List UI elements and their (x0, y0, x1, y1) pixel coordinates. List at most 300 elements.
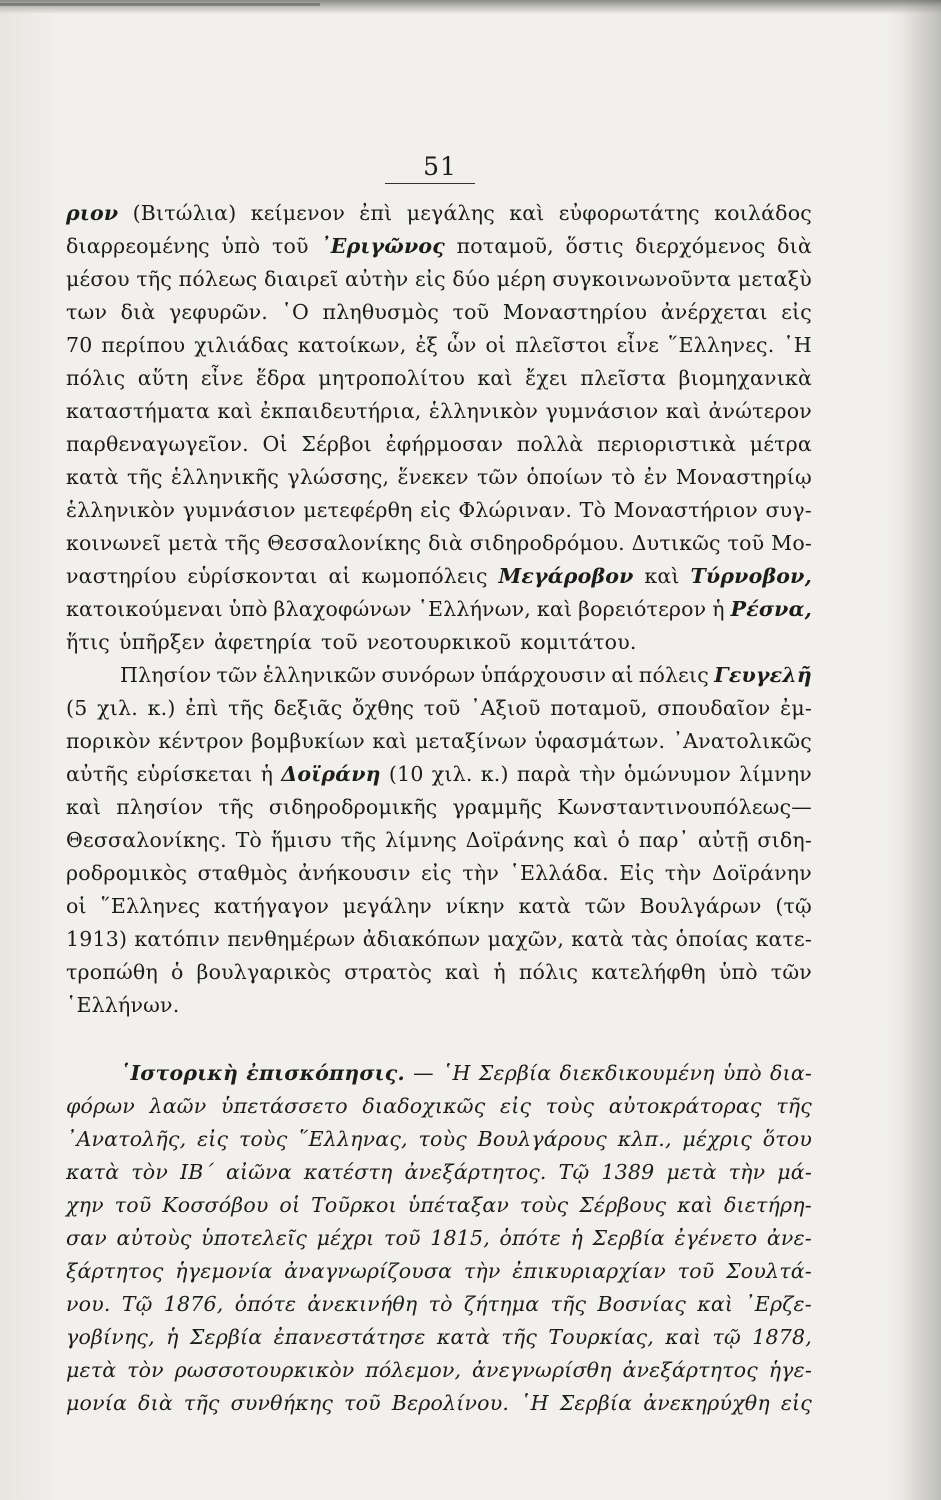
word: μέχρι (316, 1226, 375, 1250)
word: ᾿Αξιοῦ (470, 696, 541, 720)
word: μετὰ (167, 531, 218, 555)
word: χην (66, 1193, 104, 1217)
word: συγκοινωνοῦντα (552, 267, 732, 291)
word: κατε- (755, 927, 812, 951)
word: ῾Η (783, 333, 812, 357)
word: τοῦ (383, 1226, 421, 1250)
word: Γευγελῆ (714, 663, 812, 687)
word: πόλις (518, 960, 579, 984)
word: τὰς (631, 927, 669, 951)
word: ἀνεκηρύχθη (643, 1391, 770, 1415)
word: Κοσσόβου (162, 1193, 269, 1217)
word: κωμοπόλεις (361, 564, 488, 588)
word: οἱ (279, 1193, 301, 1217)
word: τοὺς (418, 1127, 467, 1151)
word: Σέρβους (579, 1193, 667, 1217)
word: αὐτοκράτορας (608, 1094, 762, 1118)
word: διετήρη- (724, 1193, 812, 1217)
word: διὰ (428, 531, 463, 555)
word: κομιτάτου. (520, 630, 637, 654)
word: Πλησίον (120, 663, 212, 687)
word: συνθήκης (230, 1391, 334, 1415)
word: τὸν (131, 1160, 168, 1184)
word: ὅστις (565, 234, 624, 258)
word: βορειότερον (578, 597, 707, 621)
word: ᾿Ανατολῆς, (66, 1127, 187, 1151)
text-line (66, 329, 812, 362)
word: κατοικούμεναι (66, 597, 223, 621)
word: ἥτις (66, 630, 110, 654)
text-line (66, 593, 812, 626)
text-line (66, 1387, 812, 1420)
word: ὑπὸ (722, 1061, 762, 1085)
word: Μεγάροβον (498, 564, 634, 588)
word: λίμνης (385, 828, 457, 852)
word: ἔχει (525, 366, 569, 390)
word: δεξιᾶς (273, 696, 343, 720)
word: ῞Ελληνες (100, 894, 201, 918)
word: τῆς (550, 1292, 587, 1316)
word: καὶ (477, 366, 513, 390)
word: ῾Η (442, 1061, 471, 1085)
word: καὶ (677, 1193, 714, 1217)
word: ῾Ελλήνων. (66, 993, 180, 1017)
word: καταστήματα (66, 399, 211, 423)
word: αὕτη (137, 366, 189, 390)
text-line (66, 527, 812, 560)
word: (Βιτώλια) (132, 201, 237, 225)
text-line (66, 758, 812, 791)
word: τῆς (183, 1391, 220, 1415)
paragraph (66, 1057, 812, 1420)
word: γραμμῆς (452, 795, 543, 819)
word: Εἰς (619, 861, 655, 885)
text-line (66, 626, 812, 659)
word: Βοσνίας (597, 1292, 687, 1316)
word: τῆς (776, 1094, 812, 1118)
word: ὁμώνυμον (623, 762, 732, 786)
word: τὴν (664, 861, 702, 885)
word: πενθημέρων (227, 927, 356, 951)
word: ὁ (617, 828, 630, 852)
word: Φλώριναν. (458, 498, 573, 522)
word: Τὸ (235, 828, 262, 852)
word: ἀνέρχεται (660, 300, 768, 324)
word: ἐπικυριαρχίαν (512, 1259, 666, 1283)
word: ἡγεμονία (175, 1259, 273, 1283)
word: εἰς (415, 267, 446, 291)
text-line (66, 1123, 812, 1156)
text-line (66, 197, 812, 230)
text-line (66, 1255, 812, 1288)
word: μονία (66, 1391, 128, 1415)
word: Θεσσαλονίκης. (66, 828, 227, 852)
word: βουλγαρικὸς (196, 960, 332, 984)
word: Ρέσνα, (730, 597, 812, 621)
word: τῷ (712, 1325, 741, 1349)
word: Μοναστηρίου (502, 300, 648, 324)
word: γλώσσης, (287, 465, 390, 489)
word: κατὰ (518, 894, 572, 918)
text-line (66, 890, 812, 923)
word: μαχῶν, (487, 927, 565, 951)
text-line (66, 461, 812, 494)
word: μεγάλης (406, 201, 495, 225)
word: γυμνάσιον (545, 399, 659, 423)
word: Σερβία (559, 1391, 633, 1415)
word: Σερβία (592, 1226, 665, 1250)
word: τῶν (216, 663, 258, 687)
word: εἰς (500, 1094, 532, 1118)
word: ζήτημα (463, 1292, 540, 1316)
word: ἡγε- (768, 1358, 812, 1382)
word: τὸ (428, 1292, 453, 1316)
word: (10 (388, 762, 424, 786)
word: κατὰ (571, 927, 624, 951)
word: τοὺς (519, 1193, 569, 1217)
word: καὶ (217, 399, 253, 423)
word: σταθμὸς (197, 861, 288, 885)
word: μέχρις (682, 1127, 752, 1151)
text-line (66, 1189, 812, 1222)
word: διαρρεομένης (66, 234, 210, 258)
word: ἡ (260, 762, 274, 786)
word: ἑλληνικῶν (262, 663, 377, 687)
word: καὶ (697, 1292, 734, 1316)
word: τοῦ (271, 234, 309, 258)
word: Θεσσαλονίκης (267, 531, 422, 555)
word: ἀναγνωρίζουσα (284, 1259, 453, 1283)
word: τῆς (340, 828, 377, 852)
word: ᾿Ερζε- (744, 1292, 812, 1316)
word: Δοϊράνης (465, 828, 565, 852)
text-line (66, 857, 812, 890)
word: μεταξὺ (737, 267, 812, 291)
word: πόλεως (178, 267, 258, 291)
word: περιοριστικὰ (597, 432, 737, 456)
word: Κωνσταντινουπόλεως— (557, 795, 812, 819)
page-gutter-shadow (901, 0, 941, 1500)
word: τῆς (224, 531, 261, 555)
word: 1913) (66, 927, 128, 951)
word: ναστηρίου (66, 564, 177, 588)
word: τῶν (584, 894, 626, 918)
word: κοιλάδος (714, 201, 812, 225)
word: φόρων (66, 1094, 135, 1118)
word: 1878, (752, 1325, 812, 1349)
word: ρωσσοτουρκικὸν (174, 1358, 355, 1382)
word: ὁπότε (234, 1292, 297, 1316)
word: τοῦ (423, 696, 461, 720)
word: ἑλληνικῆς (170, 465, 280, 489)
word: σιδηροδρομικῆς (268, 795, 438, 819)
word: μεταξίνων (415, 729, 527, 753)
word: ἐφήρμοσαν (385, 432, 504, 456)
word: ὄχθης (352, 696, 415, 720)
word: διὰ (120, 300, 156, 324)
page-number: 51 (423, 152, 457, 181)
word: ἀνεξάρτητος. (404, 1160, 547, 1184)
word: ποταμοῦ, (456, 234, 554, 258)
word: κοινωνεῖ (66, 531, 162, 555)
word: Βουλγάρους (477, 1127, 607, 1151)
word: ἐμ- (780, 696, 812, 720)
word: ἀνε- (766, 1226, 812, 1250)
word: ῞Ελληνες. (668, 333, 775, 357)
word: ἐπὶ (359, 201, 393, 225)
word: ροδρομικὸς (66, 861, 188, 885)
word: ἐπὶ (185, 696, 219, 720)
word: σιδηροδρόμου. (469, 531, 625, 555)
word: μετὰ (66, 1358, 117, 1382)
word: ἀνεγνωρίσθη (472, 1358, 612, 1382)
word: γοβίνης, (66, 1325, 155, 1349)
text-line (66, 1321, 812, 1354)
word: Βερολίνου. (391, 1391, 510, 1415)
word: εἶνε (200, 366, 244, 390)
word: κατήγαγον (213, 894, 330, 918)
word: ἕδρα (255, 366, 306, 390)
text-line (66, 1288, 812, 1321)
word: ὑφασμάτων. (534, 729, 666, 753)
word: 70 (66, 333, 93, 357)
word: ἀνεκινήθη (307, 1292, 418, 1316)
word: (τῷ (775, 894, 812, 918)
word: Μοναστηρίῳ (675, 465, 812, 489)
word: Σέρβοι (301, 432, 373, 456)
word: ὅτου (762, 1127, 812, 1151)
word: δύο (452, 267, 491, 291)
word: Δυτικῶς (631, 531, 721, 555)
word: κείμενον (250, 201, 345, 225)
word: τὸν (127, 1358, 164, 1382)
word: κλπ., (617, 1127, 672, 1151)
text-line (66, 956, 812, 989)
word: κατὰ (66, 465, 119, 489)
word: ὑπέταξαν (407, 1193, 510, 1217)
word: μά- (777, 1160, 812, 1184)
word: Βουλγάρων (639, 894, 762, 918)
word: χιλιάδας (194, 333, 289, 357)
word: διεκδικουμένη (559, 1061, 715, 1085)
word: κατοίκων, (297, 333, 407, 357)
word: τῆς (228, 696, 264, 720)
word: ἐγένετο (674, 1226, 758, 1250)
word: βιομηχανικὰ (678, 366, 812, 390)
word: καὶ (509, 201, 545, 225)
word: μεγάλην (342, 894, 432, 918)
word: Δοϊράνη (281, 762, 381, 786)
word: ὁποίας (675, 927, 749, 951)
text-line (66, 296, 812, 329)
word: ἑλληνικὸν (66, 498, 176, 522)
word: κέντρον (158, 729, 244, 753)
word: τοῦ (452, 300, 490, 324)
word: μέτρα (749, 432, 812, 456)
word: αἱ (611, 663, 634, 687)
word: τὴν (462, 861, 500, 885)
word: ὁ (170, 960, 184, 984)
word: συγ- (765, 498, 812, 522)
word: ἐπανεστάτησε (273, 1325, 426, 1349)
word: τὴν (463, 1259, 501, 1283)
word: τοὺς (238, 1127, 288, 1151)
word: κατὰ (66, 1160, 120, 1184)
word: κατὰ (436, 1325, 491, 1349)
text-line (66, 1156, 812, 1189)
word: ΙΒ´ (179, 1160, 214, 1184)
text-line (66, 791, 812, 824)
word: τῶν (770, 960, 812, 984)
word: ἀφετηρία (214, 630, 312, 654)
word: τὴν (579, 762, 616, 786)
word: ξάρτητος (66, 1259, 164, 1283)
word: εὑρίσκονται (187, 564, 318, 588)
word: ὑπὸ (718, 960, 758, 984)
word: αἰῶνα (225, 1160, 292, 1184)
word: λίμνην (739, 762, 812, 786)
word: καὶ (665, 1325, 702, 1349)
section-gap (66, 1022, 812, 1057)
word: πλησίον (116, 795, 204, 819)
word: τοῦ (677, 1259, 715, 1283)
text-line (66, 1090, 812, 1123)
word: — (413, 1061, 434, 1085)
word: 1389 (601, 1160, 655, 1184)
word: μέρη (496, 267, 546, 291)
word: αἱ (328, 564, 351, 588)
word: λαῶν (149, 1094, 207, 1118)
word: εὐφορωτάτης (558, 201, 700, 225)
word: τοῦ (344, 1391, 381, 1415)
word: διὰ (777, 234, 812, 258)
word: πορικὸν (66, 729, 151, 753)
word: ὁποίων (526, 465, 604, 489)
word: Μο- (771, 531, 812, 555)
word: ἀδιακόπων (362, 927, 481, 951)
word: πλεῖστοι (515, 333, 608, 357)
word: καὶ (445, 960, 481, 984)
text-line (66, 824, 812, 857)
word: πόλεις (638, 663, 709, 687)
word: ὑπὸ (228, 597, 268, 621)
word: Τοῦρκοι (311, 1193, 397, 1217)
word: εἰς (421, 861, 452, 885)
word: Μοναστήριον (613, 498, 758, 522)
word: γυμνάσιον (182, 498, 296, 522)
word: κατελήφθη (591, 960, 706, 984)
word: (5 (66, 696, 88, 720)
word: 1815, (430, 1226, 490, 1250)
paragraph (66, 659, 812, 1022)
word: εἰς (780, 1391, 812, 1415)
word: χιλ. (431, 762, 473, 786)
word: γεφυρῶν. (168, 300, 269, 324)
text-line (66, 923, 812, 956)
word: καὶ (66, 795, 102, 819)
word: πληθυσμὸς (322, 300, 440, 324)
word: ἀνεξάρτητος (622, 1358, 758, 1382)
word: διερχόμενος (635, 234, 766, 258)
word: σιδη- (757, 828, 812, 852)
word: Οἱ (262, 432, 288, 456)
word: αὐτὴν (345, 267, 409, 291)
word: Σερβία (478, 1061, 552, 1085)
word: πόλις (66, 366, 126, 390)
word: Τῷ (558, 1160, 590, 1184)
word: εἰς (197, 1127, 229, 1151)
word: μετὰ (666, 1160, 717, 1184)
word: ῞Ελληνας, (298, 1127, 408, 1151)
word: καὶ (536, 597, 573, 621)
word: τοῦ (114, 1193, 152, 1217)
word: Δοϊράνην (712, 861, 812, 885)
word: ὑπάρχουσιν (480, 663, 607, 687)
word: βλαχοφώνων (273, 597, 412, 621)
word: ῾Ελλάδα. (509, 861, 609, 885)
word: τῆς (126, 465, 163, 489)
word: ἐξ (415, 333, 439, 357)
word: ὧν (446, 333, 477, 357)
word: στρατὸς (344, 960, 433, 984)
word: καὶ (665, 399, 702, 423)
word: τῆς (218, 795, 254, 819)
word: ἐκπαιδευτήρια, (260, 399, 422, 423)
word: ἀνήκουσιν (298, 861, 411, 885)
word: Τουρκίας, (548, 1325, 655, 1349)
word: μετεφέρθη (303, 498, 413, 522)
word: ὁπότε (499, 1226, 561, 1250)
word: εἶνε (616, 333, 660, 357)
word: σπουδαῖον (657, 696, 771, 720)
word: ἡ (166, 1325, 179, 1349)
scan-top-line (0, 3, 320, 6)
text-line (66, 395, 812, 428)
word: ποταμοῦ, (550, 696, 648, 720)
word: εἰς (781, 300, 812, 324)
word: δια- (770, 1061, 812, 1085)
text-line (66, 1222, 812, 1255)
text-line (66, 1354, 812, 1387)
word: ἑλληνικὸν (428, 399, 539, 423)
word: ἡ (712, 597, 725, 621)
word: νίκην (445, 894, 505, 918)
word: Τῷ (121, 1292, 153, 1316)
word: τοῦ (320, 630, 358, 654)
word: παρὰ (516, 762, 571, 786)
word: τροπώθη (66, 960, 158, 984)
word: παρθεναγωγεῖον. (66, 432, 249, 456)
word: ἐπισκόπησις. (246, 1061, 405, 1085)
text-line (66, 989, 812, 1022)
text-line (66, 494, 812, 527)
word: Τύρνοβον, (690, 564, 812, 588)
word: πλεῖστα (580, 366, 667, 390)
word: νου. (66, 1292, 111, 1316)
word: εὑρίσκεται (136, 762, 253, 786)
word: κ.) (147, 696, 176, 720)
word: Τὸ (579, 498, 607, 522)
word: σαν (66, 1226, 107, 1250)
word: διὰ (138, 1391, 173, 1415)
word: κατέστη (303, 1160, 393, 1184)
word: 1876, (163, 1292, 224, 1316)
paragraph (66, 197, 812, 659)
word: Σερβία (189, 1325, 263, 1349)
word: αὐτῇ (697, 828, 749, 852)
word: Σουλτά- (726, 1259, 812, 1283)
header-rule (385, 183, 475, 184)
